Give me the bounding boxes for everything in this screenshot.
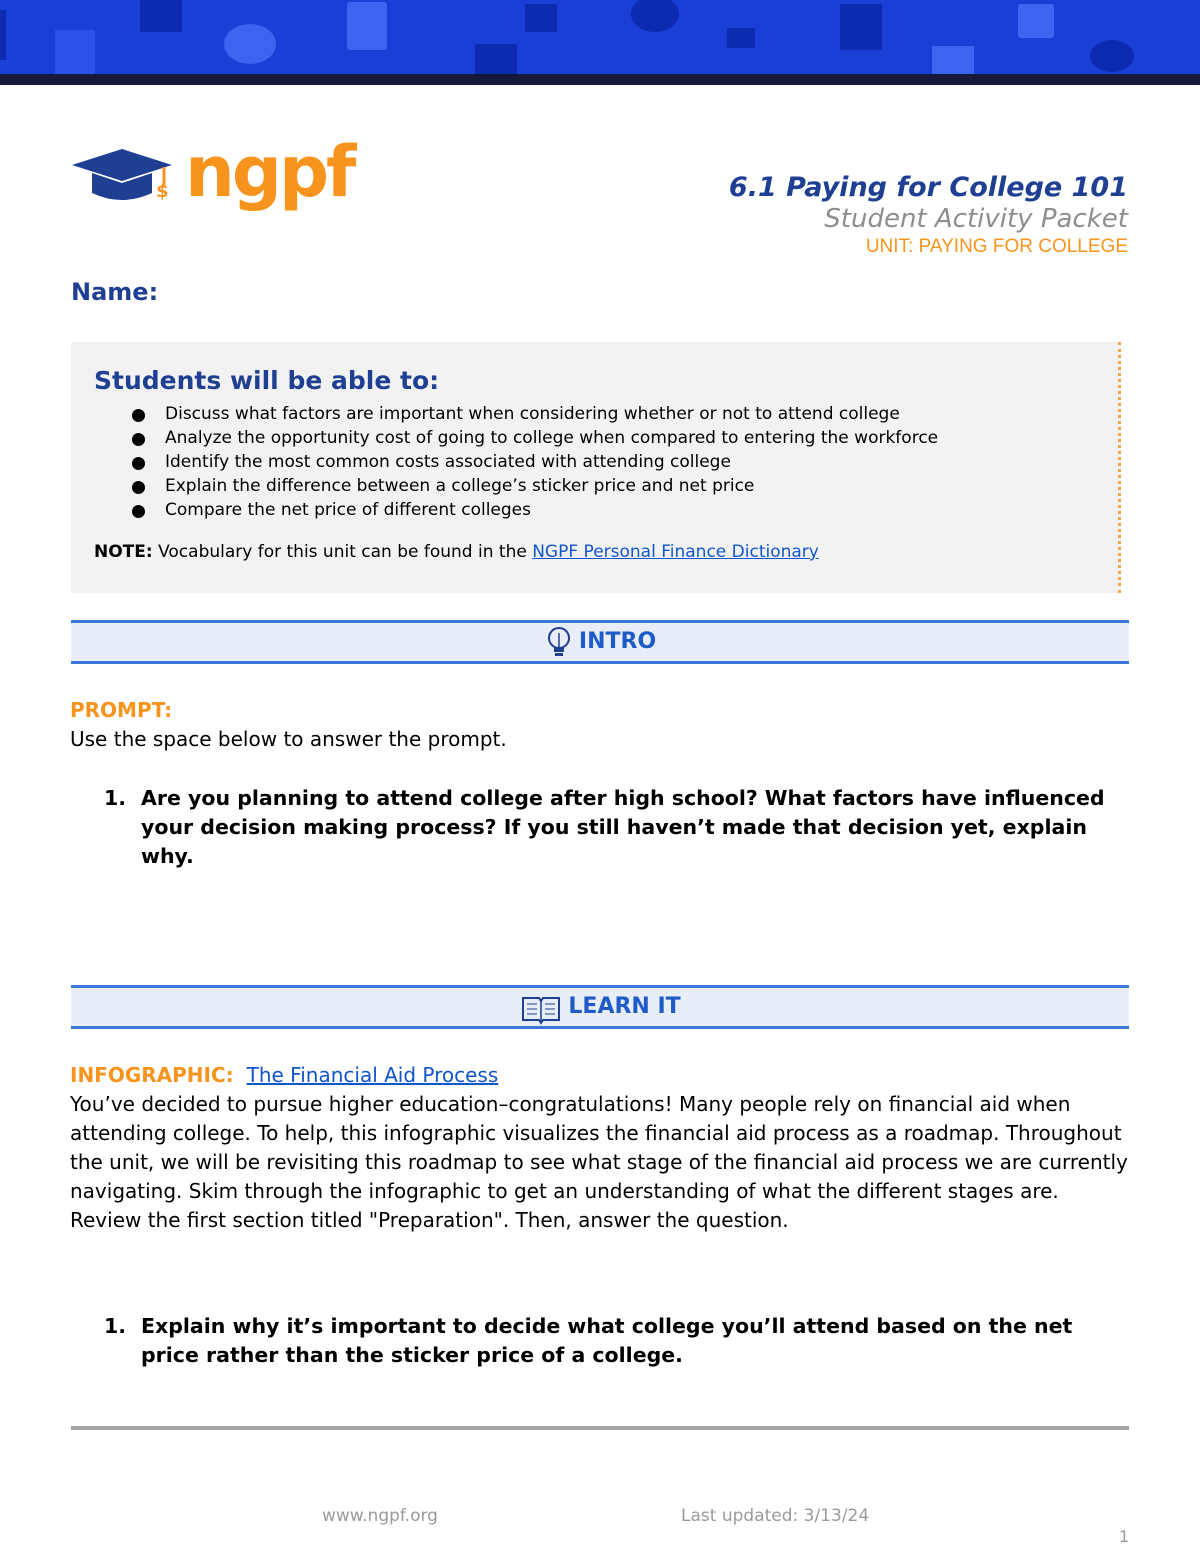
document-title: 6.1 Paying for College 101 <box>728 172 1128 203</box>
list-item: Compare the net price of different colleges <box>126 498 938 522</box>
document-subtitle: Student Activity Packet <box>824 204 1128 234</box>
lightbulb-icon <box>544 625 574 661</box>
list-item: Discuss what factors are important when considering whether or not to attend college <box>126 402 938 426</box>
name-field-label: Name: <box>71 278 159 306</box>
infographic-label: INFOGRAPHIC: The Financial Aid Process <box>70 1063 499 1087</box>
list-item: Analyze the opportunity cost of going to college when compared to entering the workforce <box>126 426 938 450</box>
header-banner <box>0 0 1200 74</box>
note-text: Vocabulary for this unit can be found in the <box>158 542 527 562</box>
question-number: 1. <box>104 786 127 810</box>
last-updated: Last updated: 3/13/24 <box>681 1506 870 1526</box>
bullet-icon <box>132 409 145 422</box>
bullet-icon <box>132 433 145 446</box>
ngpf-logo-text: ngpf <box>185 131 354 213</box>
book-icon <box>519 990 563 1026</box>
intro-section-header <box>71 620 1129 664</box>
objectives-title: Students will be able to: <box>94 366 440 395</box>
objectives-list <box>126 402 938 522</box>
list-item: Explain the difference between a college’s sticker price and net price <box>126 474 938 498</box>
footer-divider <box>71 1426 1129 1430</box>
document-title-block <box>729 172 1128 260</box>
bullet-icon <box>132 481 145 494</box>
page-number: 1 <box>1119 1527 1130 1546</box>
intro-question <box>104 784 1134 871</box>
svg-text:$: $ <box>156 181 169 202</box>
financial-aid-process-link[interactable]: The Financial Aid Process <box>246 1063 499 1087</box>
objectives-box <box>71 342 1121 593</box>
note-label: NOTE: <box>94 542 153 562</box>
intro-heading: INTRO <box>578 629 657 654</box>
question-number: 1. <box>104 1314 127 1338</box>
prompt-label: PROMPT: <box>70 698 173 722</box>
question-text: Are you planning to attend college after high school? What factors have influenced your decision making process? If you still haven’t made that decision yet, explain why. <box>141 786 1105 868</box>
unit-label: UNIT: PAYING FOR COLLEGE <box>865 236 1128 257</box>
bullet-icon <box>132 505 145 518</box>
bullet-icon <box>132 457 145 470</box>
prompt-instructions: Use the space below to answer the prompt. <box>70 727 507 751</box>
learn-it-heading: LEARN IT <box>568 994 681 1019</box>
question-text: Explain why it’s important to decide what college you’ll attend based on the net price rather than the sticker price of a college. <box>141 1314 1073 1367</box>
learn-it-question <box>104 1312 1134 1370</box>
list-item: Identify the most common costs associated with attending college <box>126 450 938 474</box>
banner-divider <box>0 74 1200 85</box>
banner-pattern-icon <box>0 0 1200 74</box>
vocabulary-note <box>94 542 819 562</box>
infographic-description: You’ve decided to pursue higher education–congratulations! Many people rely on financial aid when attending college. To help, this infographic visualizes the financial aid process as a roadmap. Throughout the unit, we will be revisiting this roadmap to see what stage of the financial aid process we are currently navigating. Skim through the infographic to get an understanding of what the different stages are. Review the first section titled "Preparation". Then, answer the question. <box>70 1092 1128 1232</box>
learn-it-section-header <box>71 985 1129 1029</box>
footer-url: www.ngpf.org <box>322 1506 438 1526</box>
dictionary-link[interactable]: NGPF Personal Finance Dictionary <box>532 542 819 562</box>
